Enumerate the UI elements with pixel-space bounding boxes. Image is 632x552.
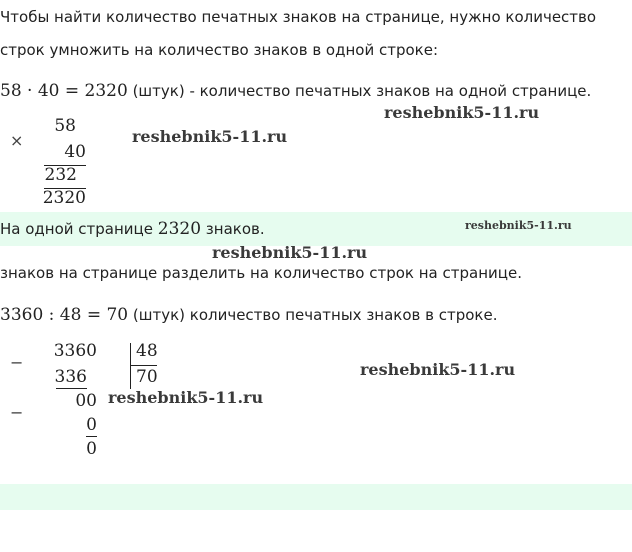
intro-line-2: строк умножить на количество знаков в одной строке: xyxy=(0,41,439,59)
div-remainder-2: 0 xyxy=(86,439,97,459)
mult-partial: 232 xyxy=(44,165,77,185)
minus-sign-1: − xyxy=(10,353,24,372)
watermark-1: reshebnik5-11.ru xyxy=(384,103,540,122)
div-divisor: 48 xyxy=(136,341,158,361)
mult-factor-a: 58 xyxy=(54,116,76,136)
div-subtract-1: 336 xyxy=(54,367,87,387)
equation-2 xyxy=(0,305,498,325)
watermark-5: reshebnik5-11.ru xyxy=(360,360,516,379)
watermark-2: reshebnik5-11.ru xyxy=(132,127,288,146)
equation-1-math: 58 · 40 = 2320 xyxy=(0,81,128,101)
div-rule-1 xyxy=(56,388,87,389)
highlight-band-2 xyxy=(0,484,632,510)
multiply-sign: × xyxy=(10,131,24,150)
equation-2-math: 3360 : 48 = 70 xyxy=(0,305,129,325)
equation-1-text: (штук) - количество печатных знаков на одной странице. xyxy=(127,82,592,100)
equation-1 xyxy=(0,81,591,101)
watermark-6: reshebnik5-11.ru xyxy=(108,388,264,407)
minus-sign-2: − xyxy=(10,403,24,422)
div-dividend: 3360 xyxy=(53,341,97,361)
div-remainder-1: 00 xyxy=(75,391,97,411)
band-1-sentence xyxy=(0,219,265,239)
div-rule-2 xyxy=(86,436,97,437)
intro-line-1: Чтобы найти количество печатных знаков на странице, нужно количество xyxy=(0,8,597,26)
div-bracket xyxy=(130,343,131,389)
div-subtract-2: 0 xyxy=(86,415,97,435)
mult-factor-b: 40 xyxy=(64,142,86,162)
band-1-number: 2320 xyxy=(157,219,202,239)
equation-2-text: (штук) количество печатных знаков в строке. xyxy=(128,306,498,324)
mult-result: 2320 xyxy=(42,188,86,208)
band-1-text-before: На одной странице xyxy=(0,220,158,238)
div-quotient: 70 xyxy=(136,367,158,387)
intro-line-3: знаков на странице разделить на количество строк на странице. xyxy=(0,264,522,282)
watermark-3: reshebnik5-11.ru xyxy=(465,219,572,232)
band-1-text-after: знаков. xyxy=(201,220,265,238)
watermark-4: reshebnik5-11.ru xyxy=(212,243,368,262)
